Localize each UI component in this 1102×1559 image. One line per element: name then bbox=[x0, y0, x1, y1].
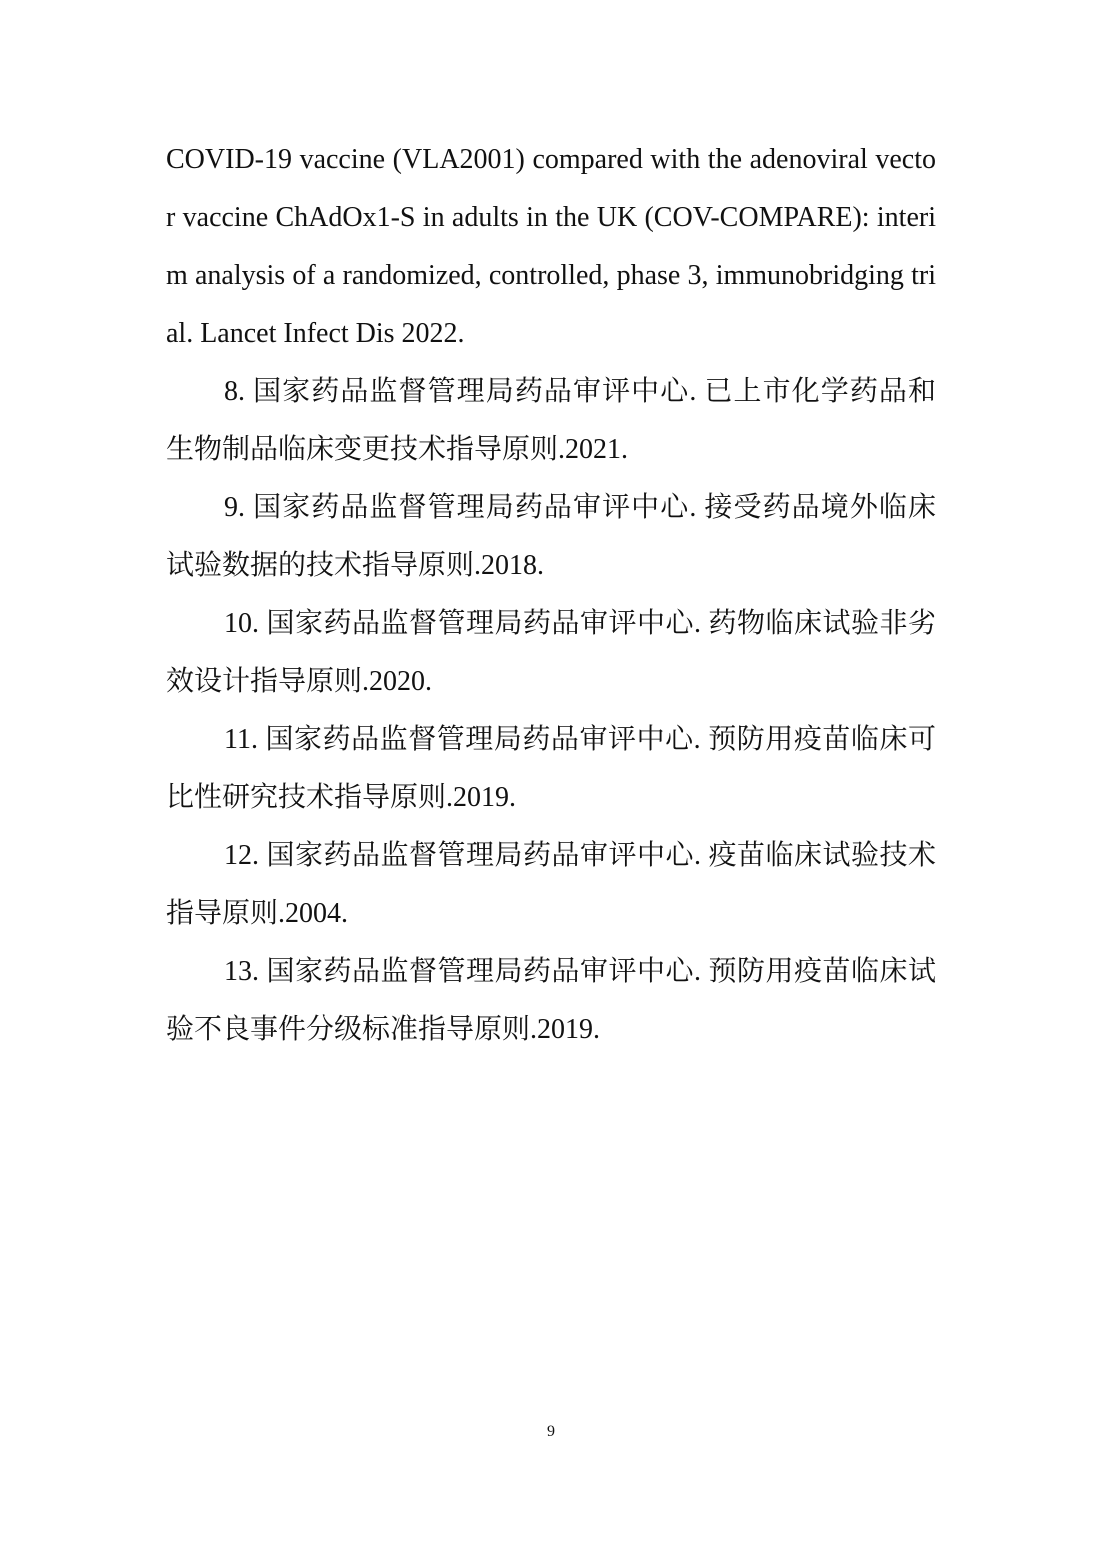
reference-item-8: 8. 国家药品监督管理局药品审评中心. 已上市化学药品和生物制品临床变更技术指导原则.2021. bbox=[166, 376, 936, 465]
reference-item-11: 11. 国家药品监督管理局药品审评中心. 预防用疫苗临床可比性研究技术指导原则.2019. bbox=[166, 724, 936, 813]
reference-item-10: 10. 国家药品监督管理局药品审评中心. 药物临床试验非劣效设计指导原则.2020. bbox=[166, 608, 936, 697]
reference-item-13: 13. 国家药品监督管理局药品审评中心. 预防用疫苗临床试验不良事件分级标准指导原则.2019. bbox=[166, 956, 936, 1045]
reference-item-12: 12. 国家药品监督管理局药品审评中心. 疫苗临床试验技术指导原则.2004. bbox=[166, 840, 936, 929]
reference-continuation: COVID-19 vaccine (VLA2001) compared with the adenoviral vector vaccine ChAdOx1-S in adults in the UK (COV-COMPARE): interim analysis of a randomized, controlled, phase 3, immunobridging trial. Lancet Infect Dis 2022. bbox=[166, 144, 936, 349]
reference-item-9: 9. 国家药品监督管理局药品审评中心. 接受药品境外临床试验数据的技术指导原则.2018. bbox=[166, 492, 936, 581]
reference-list bbox=[166, 131, 936, 1059]
page-number: 9 bbox=[547, 1423, 555, 1440]
